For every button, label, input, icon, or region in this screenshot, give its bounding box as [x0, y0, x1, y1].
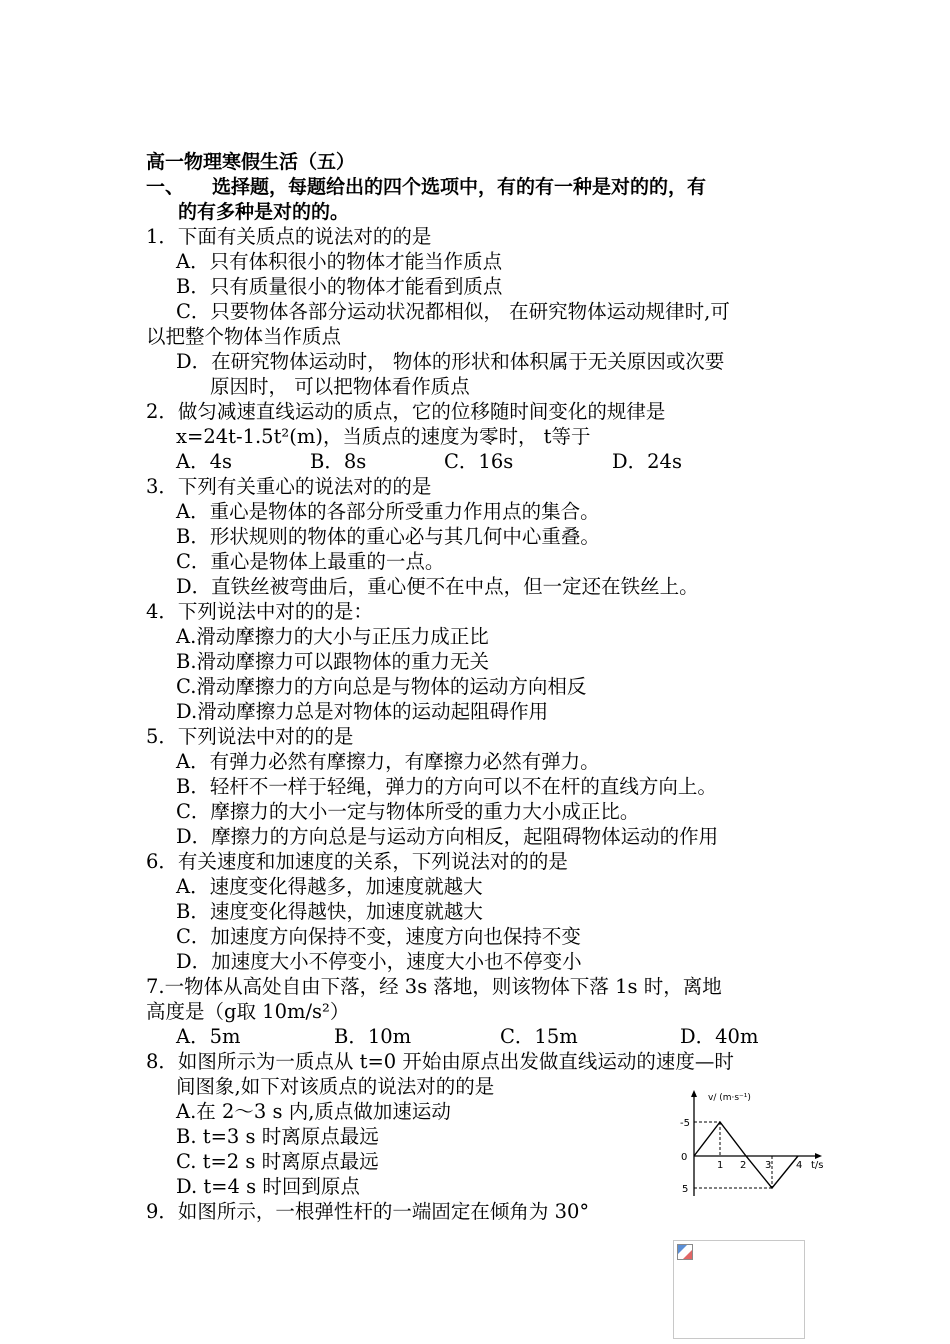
q4-option-d: D.滑动摩擦力总是对物体的运动起阻碍作用 [176, 700, 549, 723]
q5-option-c: C．摩擦力的大小一定与物体所受的重力大小成正比。 [176, 800, 640, 823]
graph-tick-2: 2 [740, 1160, 747, 1171]
broken-image-icon [677, 1244, 693, 1260]
q8-stem-line1: 8．如图所示为一质点从 t=0 开始由原点出发做直线运动的速度—时 [146, 1050, 734, 1073]
q8-option-d: D. t=4 s 时回到原点 [176, 1175, 360, 1198]
q7-option-d: D．40m [680, 1025, 759, 1048]
q4-stem: 4．下列说法中对的的是： [146, 600, 373, 623]
q9-stem: 9．如图所示，一根弹性杆的一端固定在倾角为 30° [146, 1200, 590, 1223]
q8-option-c: C. t=2 s 时离原点最远 [176, 1150, 379, 1173]
q4-option-b: B.滑动摩擦力可以跟物体的重力无关 [176, 650, 490, 673]
q7-stem-line2: 高度是（g取 10m/s²） [146, 1000, 350, 1023]
q8-option-a: A.在 2～3 s 内,质点做加速运动 [176, 1100, 451, 1123]
q1-option-c-line2: 以把整个物体当作质点 [146, 325, 342, 348]
q3-option-a: A．重心是物体的各部分所受重力作用点的集合。 [176, 500, 600, 523]
graph-y-top-label: -5 [680, 1118, 690, 1129]
graph-tick-4: 4 [796, 1160, 803, 1171]
q5-option-a: A．有弹力必然有摩擦力，有摩擦力必然有弹力。 [176, 750, 600, 773]
q8-option-b: B. t=3 s 时离原点最远 [176, 1125, 379, 1148]
section-heading-line2: 的有多种是对的的。 [178, 201, 350, 223]
graph-y-zero-label: 0 [681, 1152, 688, 1163]
q3-option-c: C．重心是物体上最重的一点。 [176, 550, 445, 573]
q2-stem-line2: x=24t-1.5t²(m)，当质点的速度为零时， t等于 [176, 425, 591, 448]
graph-tick-3: 3 [765, 1160, 772, 1171]
q6-option-b: B．速度变化得越快，加速度就越大 [176, 900, 483, 923]
q8-stem-line2: 间图象,如下对该质点的说法对的的是 [176, 1075, 495, 1098]
q2-option-a: A．4s [176, 450, 232, 473]
q5-option-d: D．摩擦力的方向总是与运动方向相反，起阻碍物体运动的作用 [176, 825, 719, 848]
q2-option-d: D．24s [612, 450, 682, 473]
q2-option-c: C．16s [444, 450, 514, 473]
q1-option-b: B．只有质量很小的物体才能看到质点 [176, 275, 503, 298]
q1-option-a: A．只有体积很小的物体才能当作质点 [176, 250, 503, 273]
q4-option-c: C.滑动摩擦力的方向总是与物体的运动方向相反 [176, 675, 587, 698]
q1-option-d-line2: 原因时， 可以把物体看作质点 [210, 375, 470, 398]
broken-image-placeholder [673, 1240, 805, 1339]
graph-x-arrow [815, 1153, 822, 1159]
q7-option-c: C．15m [500, 1025, 578, 1048]
section-heading-line1: 选择题，每题给出的四个选项中，有的有一种是对的的，有 [212, 176, 707, 198]
doc-title: 高一物理寒假生活（五） [146, 151, 356, 173]
graph-y-label: v/ (m·s⁻¹) [708, 1093, 751, 1103]
q1-stem: 1．下面有关质点的说法对的的是 [146, 225, 432, 248]
q1-option-c-line1: C．只要物体各部分运动状况都相似， 在研究物体运动规律时,可 [176, 300, 730, 323]
q6-stem: 6．有关速度和加速度的关系，下列说法对的的是 [146, 850, 568, 873]
q3-option-b: B．形状规则的物体的重心必与其几何中心重叠。 [176, 525, 600, 548]
q6-option-c: C．加速度方向保持不变，速度方向也保持不变 [176, 925, 581, 948]
graph-x-label: t/s [811, 1160, 824, 1171]
graph-y-bottom-label: 5 [682, 1184, 689, 1195]
q7-option-b: B．10m [334, 1025, 412, 1048]
q2-option-b: B．8s [310, 450, 367, 473]
q6-option-d: D．加速度大小不停变小，速度大小也不停变小 [176, 950, 582, 973]
q5-stem: 5．下列说法中对的的是 [146, 725, 354, 748]
q3-option-d: D．直铁丝被弯曲后，重心便不在中点，但一定还在铁丝上。 [176, 575, 699, 598]
graph-velocity-line [694, 1122, 798, 1188]
velocity-time-graph [668, 1086, 836, 1198]
graph-y-arrow [691, 1090, 697, 1097]
q3-stem: 3．下列有关重心的说法对的的是 [146, 475, 432, 498]
graph-tick-1: 1 [717, 1160, 724, 1171]
q7-option-a: A．5m [176, 1025, 241, 1048]
q2-stem-line1: 2．做匀减速直线运动的质点，它的位移随时间变化的规律是 [146, 400, 666, 423]
q4-option-a: A.滑动摩擦力的大小与正压力成正比 [176, 625, 489, 648]
q6-option-a: A．速度变化得越多，加速度就越大 [176, 875, 483, 898]
q7-stem-line1: 7.一物体从高处自由下落，经 3s 落地，则该物体下落 1s 时，离地 [146, 975, 722, 998]
q1-option-d-line1: D．在研究物体运动时， 物体的形状和体积属于无关原因或次要 [176, 350, 725, 373]
section-number: 一、 [146, 176, 185, 198]
q5-option-b: B．轻杆不一样于轻绳，弹力的方向可以不在杆的直线方向上。 [176, 775, 717, 798]
